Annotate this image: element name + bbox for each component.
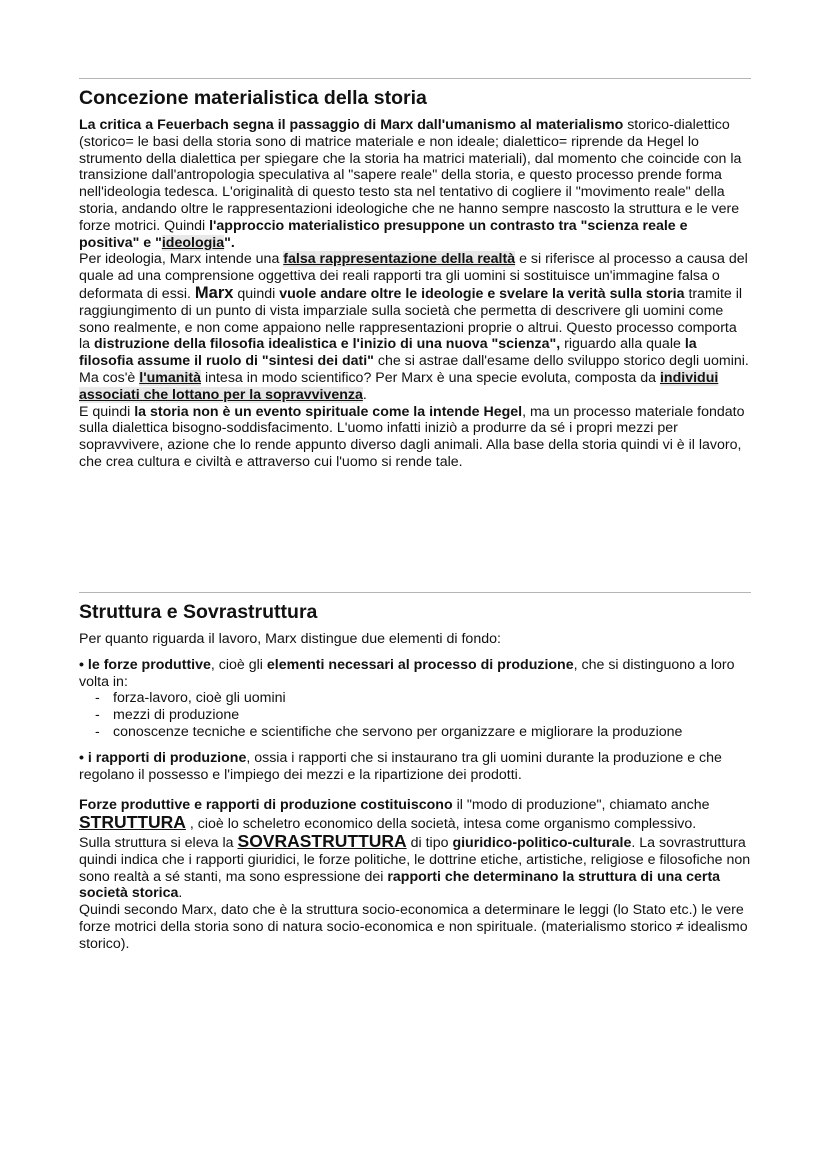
highlight-individui-associati: individui associati che lottano per la sopravvivenza bbox=[79, 369, 719, 403]
highlight-falsa-rappresentazione: falsa rappresentazione della realtà bbox=[283, 251, 516, 268]
dash-list bbox=[79, 690, 751, 740]
section-title: Concezione materialistica della storia bbox=[79, 87, 427, 109]
list-item: - forza-lavoro, cioè gli uomini bbox=[95, 690, 751, 707]
emphasis-struttura: STRUTTURA bbox=[79, 812, 186, 833]
list-item: - mezzi di produzione bbox=[95, 707, 751, 724]
emphasis-sovrastruttura: SOVRASTRUTTURA bbox=[237, 830, 407, 851]
section-structure bbox=[79, 592, 751, 953]
paragraph-humanity: Ma cos'è l'umanità intesa in modo scientifico? Per Marx è una specie evoluta, composta da individui associati che lottano per la sopravvivenza. bbox=[79, 369, 719, 403]
section-materialist-history bbox=[79, 78, 751, 471]
list-item: - conoscenze tecniche e scientifiche che servono per organizzare e migliorare la produzione bbox=[95, 724, 751, 741]
paragraph-ideology: Per ideologia, Marx intende una falsa rappresentazione della realtà e si riferisce al processo a causa del quale ad una comprensione oggettiva dei reali rapporti tra gli uomini si sostituisce un'immagine falsa o deformata di essi. Marx quindi vuole andare oltre le ideologie e svelare la verità sulla storia tramite il raggiungimento di un punto di vista imparziale sulla società che permetta di descrivere gli uomini come sono realmente, e non come appaiono nelle rappresentazioni proprie o altrui. Questo processo comporta la distruzione della filosofia idealistica e l'inizio di una nuova "scienza", riguardo alla quale la filosofia assume il ruolo di "sintesi dei dati" che si astrae dall'esame dello sviluppo storico degli uomini. bbox=[79, 251, 749, 370]
paragraph-sovrastruttura: Sulla struttura si eleva la SOVRASTRUTTURA di tipo giuridico-politico-culturale. La sovrastruttura quindi indica che i rapporti giuridici, le forze politiche, le dottrine etiche, artistiche, religiose e filosofiche non sono realtà a sé stanti, ma sono espressione dei rapporti che determinano la struttura di una certa società storica. bbox=[79, 830, 751, 902]
paragraph-intro: Per quanto riguarda il lavoro, Marx distingue due elementi di fondo: bbox=[79, 631, 501, 647]
bullet-forze-produttive: • le forze produttive, cioè gli elementi necessari al processo di produzione, che si distinguono a loro volta in: bbox=[79, 656, 735, 690]
section-divider bbox=[79, 592, 751, 593]
section-divider bbox=[79, 78, 751, 79]
paragraph-conclusion: Quindi secondo Marx, dato che è la struttura socio-economica a determinare le leggi (lo Stato etc.) le vere forze motrici della storia sono di natura socio-economica e non spirituale. (materialismo storico ≠ idealismo storico). bbox=[79, 902, 748, 952]
highlight-ideologia: ideologia bbox=[161, 234, 225, 251]
emphasis-marx: Marx bbox=[194, 283, 234, 302]
paragraph-struttura: Forze produttive e rapporti di produzione costituiscono il "modo di produzione", chiamato anche STRUTTURA , cioè lo scheletro economico della società, intesa come organismo complessivo. bbox=[79, 797, 710, 833]
paragraph-critique: La critica a Feuerbach segna il passaggio di Marx dall'umanismo al materialismo storico-dialettico (storico= le basi della storia sono di matrice materiale e non ideale; dialettico= riprende da Hegel lo strumento della dialettica per spiegare che la storia ha matrici materiali), dal momento che coincide con la transizione dall'antropologia speculativa al "sapere reale" della storia, e questo processo prende forma nell'ideologia tedesca. L'originalità di questo testo sta nel tentativo di cogliere il "movimento reale" della storia, andando oltre le rappresentazioni ideologiche che ne hanno sempre nascosto la struttura e le vere forze motrici. Quindi l'approccio materialistico presuppone un contrasto tra "scienza reale e positiva" e "ideologia". bbox=[79, 117, 742, 251]
paragraph-history-material: E quindi la storia non è un evento spirituale come la intende Hegel, ma un processo materiale fondato sulla dialettica bisogno-soddisfacimento. L'uomo infatti iniziò a produrre da sé i propri mezzi per sopravvivere, azione che lo rende appunto diverso dagli animali. Alla base della storia quindi vi è il lavoro, che crea cultura e civiltà e attraverso cui l'uomo si rende tale. bbox=[79, 403, 745, 470]
section-title: Struttura e Sovrastruttura bbox=[79, 601, 318, 623]
bullet-rapporti-produzione: • i rapporti di produzione, ossia i rapporti che si instaurano tra gli uomini durante la produzione e che regolano il possesso e l'impiego dei mezzi e la ripartizione dei prodotti. bbox=[79, 749, 722, 783]
highlight-umanita: l'umanità bbox=[139, 369, 201, 386]
